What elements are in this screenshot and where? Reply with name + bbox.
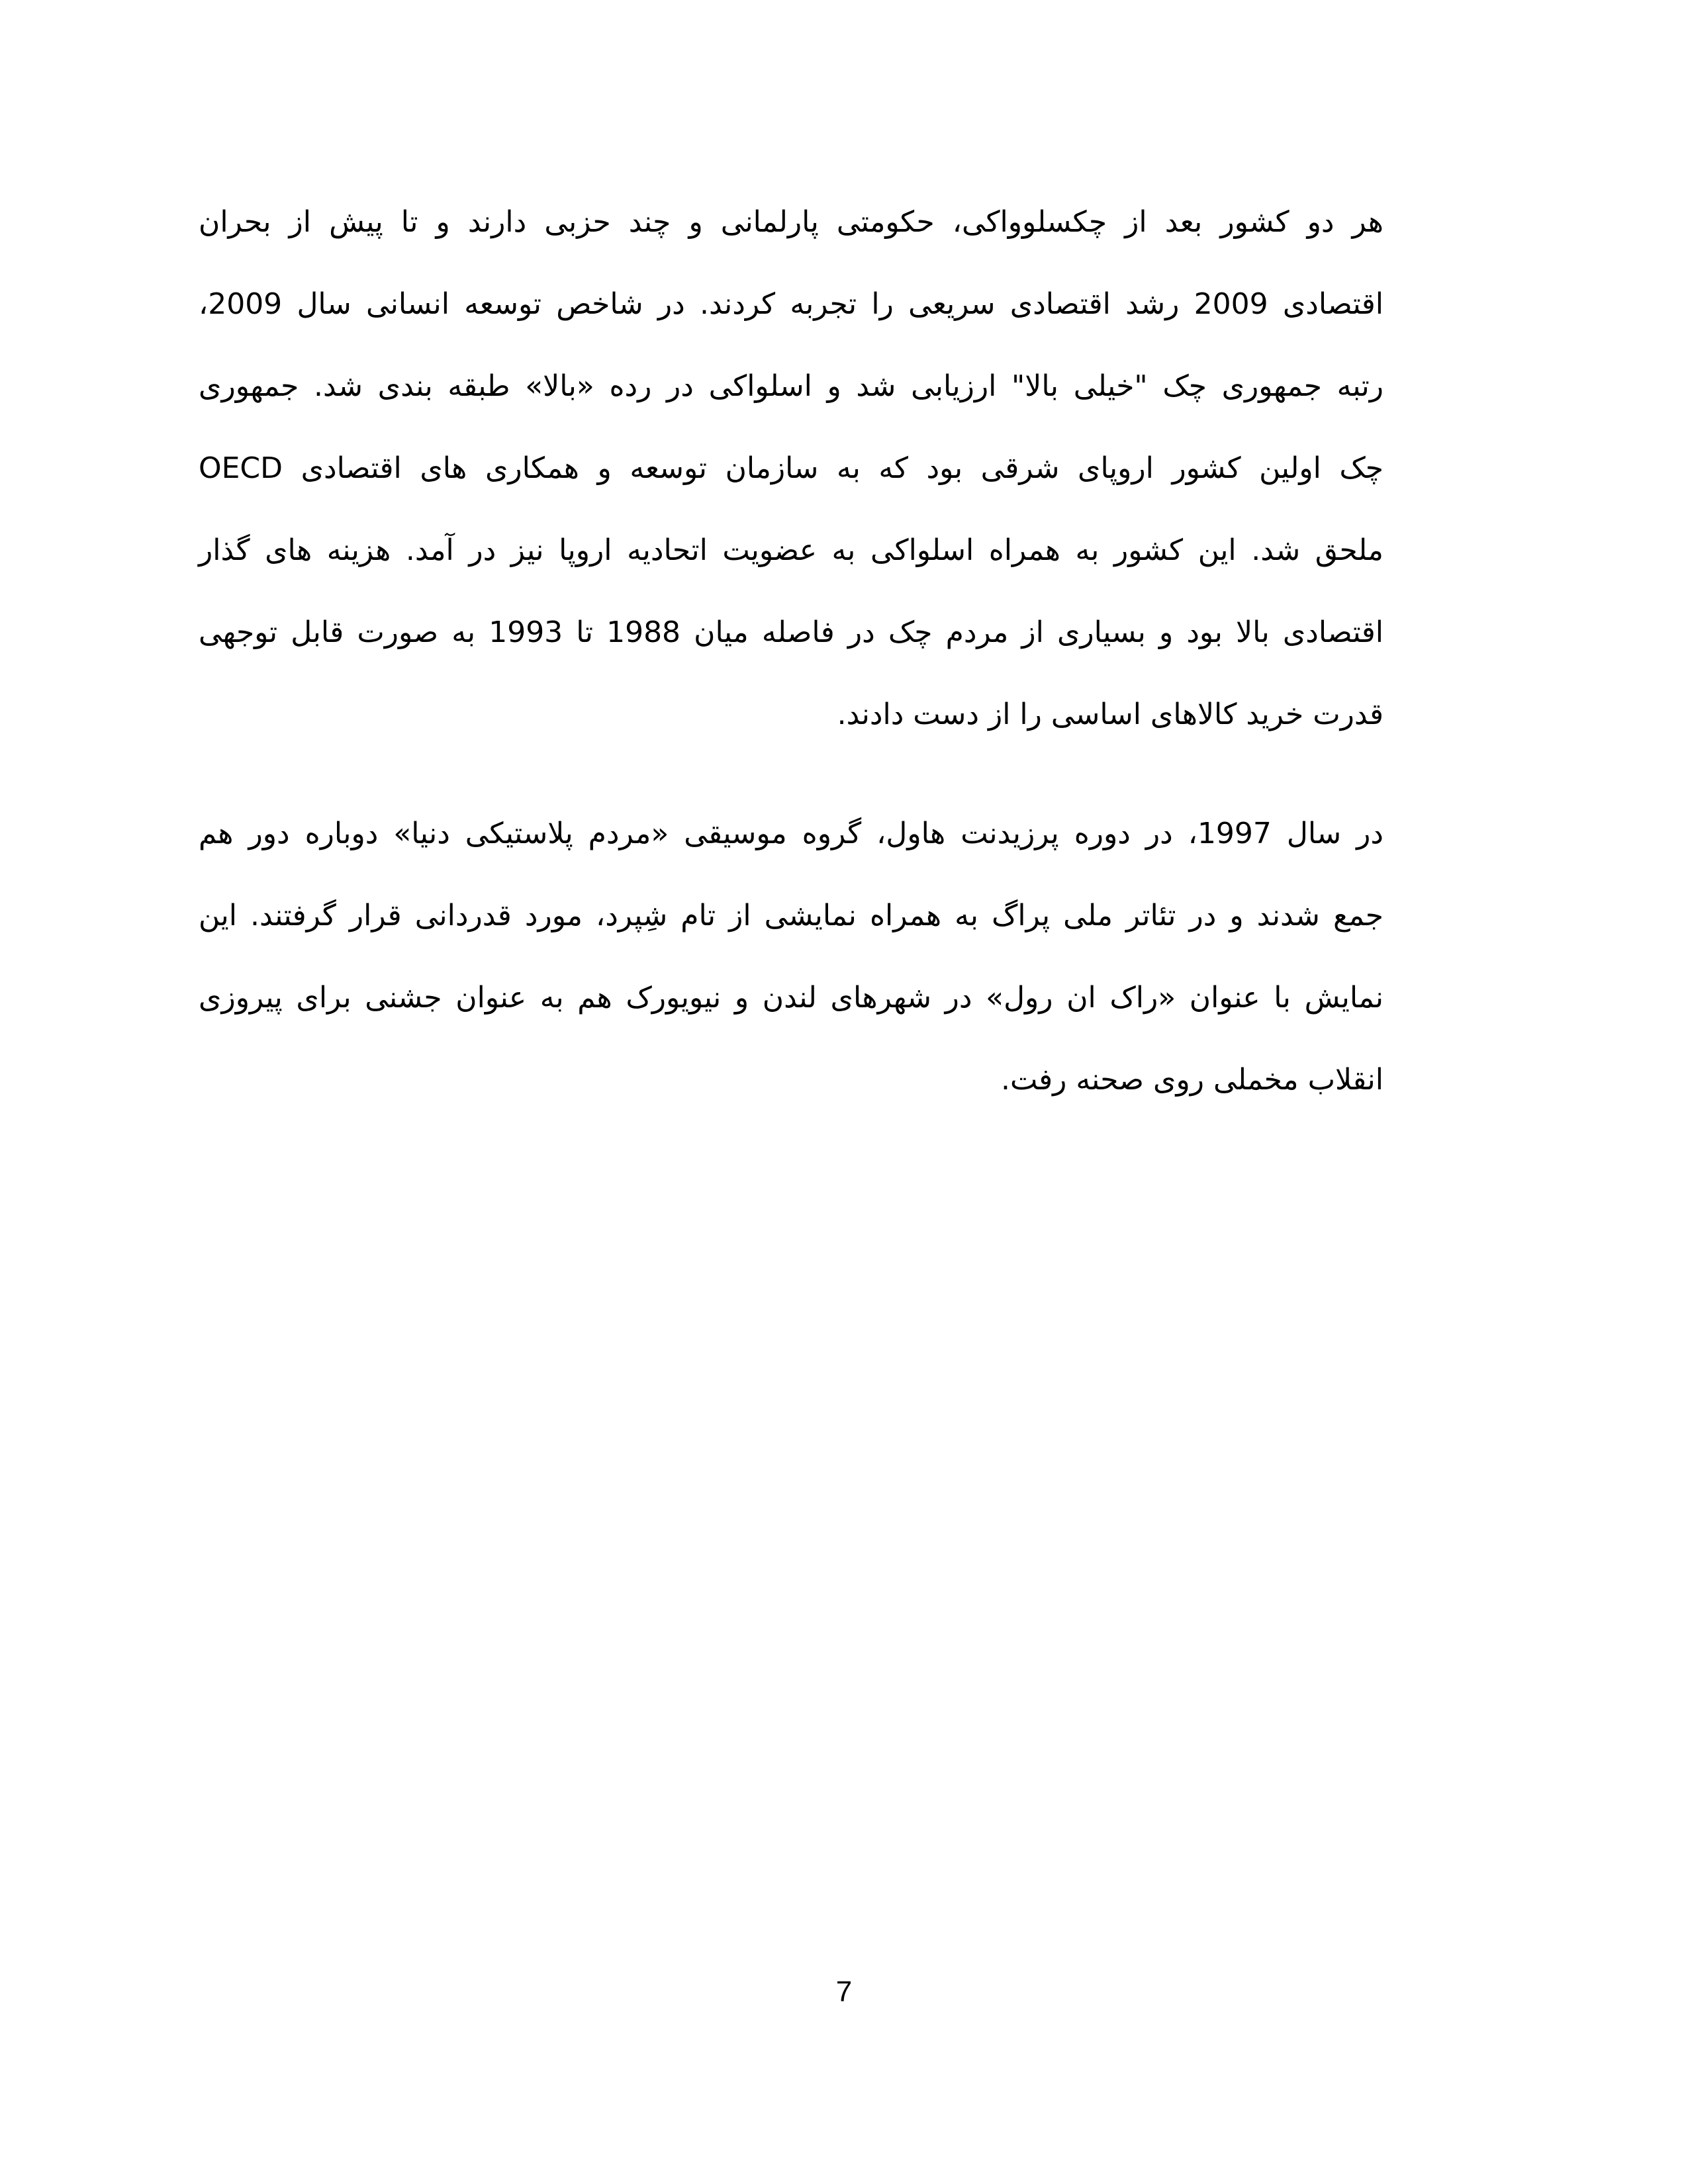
paragraph-line: جمع شدند و در تئاتر ملی پراگ به همراه نمایشی از تام شِپرد، مورد قدردانی قرار گرفتند. این	[199, 899, 1383, 933]
paragraph-line: در سال 1997، در دوره پرزیدنت هاول، گروه موسیقی «مردم پلاستیکی دنیا» دوباره دور هم	[199, 817, 1383, 850]
body-text	[199, 192, 1383, 1132]
paragraph-line: چک اولین کشور اروپای شرقی بود که به سازمان توسعه و همکاری های اقتصادی OECD	[199, 451, 1383, 485]
paragraph-line: قدرت خرید کالاهای اساسی را از دست دادند.	[837, 698, 1383, 731]
paragraph-line: انقلاب مخملی روی صحنه رفت.	[1000, 1063, 1383, 1097]
paragraph-line: اقتصادی بالا بود و بسیاری از مردم چک در فاصله میان 1988 تا 1993 به صورت قابل توجهی	[199, 615, 1383, 649]
paragraph-line: هر دو کشور بعد از چکسلوواکی، حکومتی پارلمانی و چند حزبی دارند و تا پیش از بحران	[199, 205, 1383, 239]
paragraph-line: ملحق شد. این کشور به همراه اسلواکی به عضویت اتحادیه اروپا نیز در آمد. هزینه های گذار	[199, 533, 1383, 567]
paragraph-2	[199, 803, 1383, 1132]
paragraph-line: رتبه جمهوری چک "خیلی بالا" ارزیابی شد و اسلواکی در رده «بالا» طبقه بندی شد. جمهوری	[199, 369, 1383, 403]
paragraph-line: نمایش با عنوان «راک ان رول» در شهرهای لندن و نیویورک هم به عنوان جشنی برای پیروزی	[199, 981, 1383, 1015]
page-number: 7	[835, 1976, 853, 2008]
paragraph-1	[199, 192, 1383, 766]
paragraph-spacer	[199, 766, 1383, 803]
paragraph-line: اقتصادی 2009 رشد اقتصادی سریعی را تجربه کردند. در شاخص توسعه انسانی سال 2009،	[199, 287, 1383, 321]
